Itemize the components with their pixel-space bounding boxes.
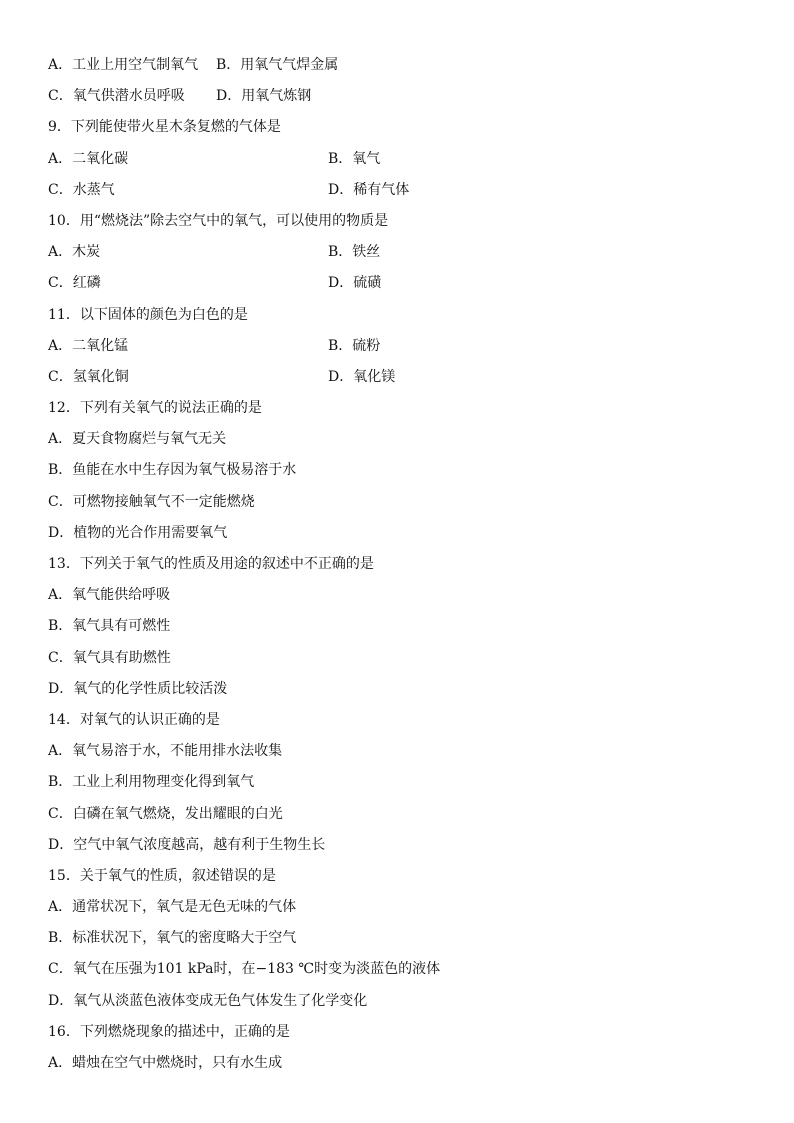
option-left: C．氢氧化铜	[48, 368, 129, 385]
option-left: A．二氧化锰	[48, 337, 129, 354]
option-left: A．二氧化碳	[48, 150, 129, 167]
text-line: B．氧气具有可燃性	[48, 618, 171, 635]
text-line: C．可燃物接触氧气不一定能燃烧	[48, 493, 255, 510]
option-right: D．硫磺	[328, 275, 382, 292]
text-line: 10．用“燃烧法”除去空气中的氧气，可以使用的物质是	[48, 212, 389, 229]
option-row	[48, 272, 758, 303]
option-left: C．红磷	[48, 275, 101, 292]
text-line: B．标准状况下，氧气的密度略大于空气	[48, 930, 297, 947]
option-right: D．用氧气炼钢	[216, 88, 312, 105]
text-line: B．鱼能在水中生存因为氧气极易溶于水	[48, 462, 297, 479]
text-line: 14．对氧气的认识正确的是	[48, 711, 220, 728]
text-line: A．通常状况下，氧气是无色无味的气体	[48, 899, 297, 916]
text-line: D．氧气的化学性质比较活泼	[48, 680, 228, 697]
text-line: 15．关于氧气的性质，叙述错误的是	[48, 867, 276, 884]
text-line: A．氧气能供给呼吸	[48, 587, 171, 604]
text-line: 11．以下固体的颜色为白色的是	[48, 306, 248, 323]
option-row	[48, 179, 758, 210]
text-line: 9．下列能使带火星木条复燃的气体是	[48, 119, 281, 136]
option-left: C．水蒸气	[48, 181, 115, 198]
text-line: A．夏天食物腐烂与氧气无关	[48, 431, 227, 448]
text-line: D．植物的光合作用需要氧气	[48, 524, 228, 541]
option-left: A．工业上用空气制氧气	[48, 57, 199, 73]
text-line: A．氧气易溶于水，不能用排水法收集	[48, 743, 283, 760]
option-right: B．用氧气气焊金属	[216, 57, 339, 73]
text-line: C．氧气具有助燃性	[48, 649, 171, 666]
option-right: B．铁丝	[328, 244, 381, 261]
text-line: D．空气中氧气浓度越高，越有利于生物生长	[48, 836, 326, 853]
option-row	[48, 85, 758, 116]
option-left: A．木炭	[48, 244, 101, 261]
option-right: B．氧气	[328, 150, 381, 167]
option-row	[48, 366, 758, 397]
option-row	[48, 54, 758, 85]
option-row	[48, 335, 758, 366]
option-row	[48, 148, 758, 179]
text-line: 16．下列燃烧现象的描述中，正确的是	[48, 1023, 290, 1040]
option-right: B．硫粉	[328, 337, 381, 354]
option-row	[48, 241, 758, 272]
text-line: A．蜡烛在空气中燃烧时，只有水生成	[48, 1055, 283, 1071]
option-left: C．氧气供潜水员呼吸	[48, 88, 185, 105]
text-line: 12．下列有关氧气的说法正确的是	[48, 400, 262, 417]
document-page	[48, 54, 758, 1083]
text-line: C．氧气在压强为101 kPa时，在−183 ℃时变为淡蓝色的液体	[48, 961, 441, 978]
text-line: C．白磷在氧气燃烧，发出耀眼的白光	[48, 805, 283, 822]
text-line: B．工业上利用物理变化得到氧气	[48, 774, 255, 791]
option-right: D．氧化镁	[328, 368, 396, 385]
text-line: D．氧气从淡蓝色液体变成无色气体发生了化学变化	[48, 992, 368, 1009]
text-line: 13．下列关于氧气的性质及用途的叙述中不正确的是	[48, 556, 374, 572]
option-right: D．稀有气体	[328, 181, 410, 198]
